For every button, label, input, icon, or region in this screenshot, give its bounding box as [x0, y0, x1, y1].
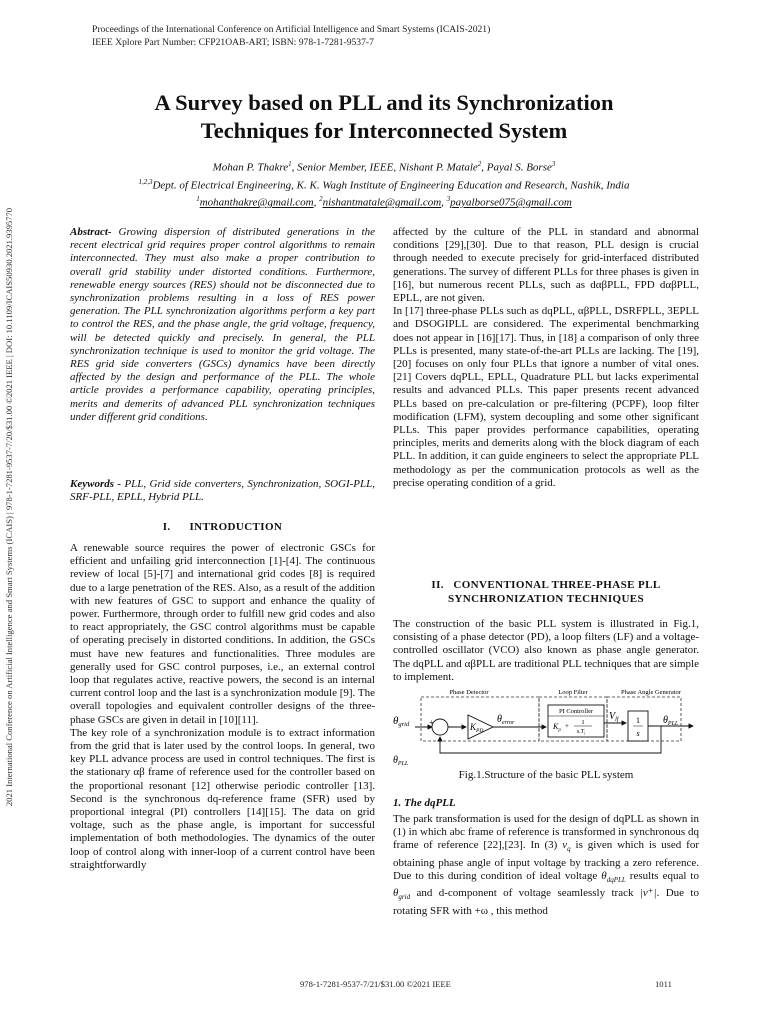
figure-1-caption: Fig.1.Structure of the basic PLL system [458, 769, 634, 781]
title-line-1: A Survey based on PLL and its Synchronization [154, 90, 614, 115]
header-line-1: Proceedings of the International Conference on Artificial Intelligence and Smart Systems (ICAIS-2021) [92, 24, 491, 35]
sum-minus-sign: − [437, 736, 442, 745]
section-2-heading [393, 578, 699, 606]
author-3-sup: 3 [551, 160, 556, 168]
email-3-link[interactable]: payalborse075@gmail.com [450, 196, 572, 209]
pi-plus: + [565, 722, 569, 730]
section-1-paragraph-1: A renewable source requires the power of electronic GSCs for efficient and unfailing grid interconnection [1]-[4]. The continuous review of local [5]-[7] and international grid codes [8] is required due to a large penetration of the RES. Also, as a result of the addition with new features of GSC to support and enhance the quality of power. Furthermore, through order to fulfill new grid codes and also to react appropriately, the GSC control algorithms must be capable of operating precisely in distorted conditions. In addition, the GSCs must have new features and functionalities. Three modules are generally used for GSC control purposes, i.e., an external control loop that regulates active, reactive powers, the second is an internal current control loop and the last is a synchronization module [9]. The overall topologies and equivalent controller designs of the three-phase GSCs are given in detail in [10][11]. [70, 542, 375, 726]
author-1-sup: 1 [288, 160, 292, 168]
subsection-1-title: 1. The dqPLL [393, 797, 456, 809]
section-2-body [393, 618, 699, 684]
pi-kp: $K_p$ [553, 722, 561, 733]
figure-1-pll-diagram [393, 687, 699, 769]
right-paragraph-1: affected by the culture of the PLL in standard and abnormal conditions [29],[30]. Due to that reason, PLL design is crucial through needed to execute precisely for grid-interfaced distributed generations. The survey of different PLLs for three phases is given in [16], but numerous recent PLLs, such as dαβPLL, FPD dαβPLL, EPLL, are not given. [393, 226, 699, 305]
footer-page-number: 1011 [655, 979, 672, 989]
keywords [70, 478, 375, 504]
theta-pll-output-label: $\theta_{PLL}$ [663, 715, 679, 727]
author-emails: $^1$mohanthakre@gmail.com, $^2$nishantmatale@gmail.com, $^3$payalborse075@gmail.com [196, 195, 572, 209]
right-column-intro [393, 226, 699, 490]
author-3: Payal S. Borse [486, 161, 552, 174]
label-phase-detector: Phase Detector [449, 689, 489, 696]
pi-numerator: 1 [581, 719, 585, 726]
theta-grid-label: θgrid [393, 715, 410, 728]
vq-symbol: $v_q$ [562, 839, 571, 854]
author-1: Mohan P. Thakre [212, 161, 289, 174]
author-sep: , [481, 161, 487, 174]
section-2-title-line-2: SYNCHRONIZATION TECHNIQUES [447, 593, 645, 605]
dqpll-text-d: and d-component of voltage seamlessly track [410, 887, 640, 900]
theta-pll-feedback-label: $\theta_{PLL}$ [393, 755, 409, 767]
author-names [70, 157, 698, 175]
abstract-label: Abstract- [70, 226, 112, 238]
author-block [70, 157, 698, 210]
side-citation-strip [2, 172, 16, 842]
section-2-number: II. [431, 579, 444, 591]
email-3-sup: 3 [446, 195, 451, 204]
summing-junction [432, 719, 448, 735]
subsection-1-body [393, 813, 699, 918]
email-2-sup: 2 [319, 195, 323, 204]
theta-grid-symbol: $\theta_{grid}$ [393, 887, 411, 902]
kpd-label: $K_{PD}$ [470, 722, 484, 734]
label-loop-filter: Loop Filter [558, 689, 588, 696]
proceedings-header [92, 24, 490, 49]
affiliation-text: Dept. of Electrical Engineering, K. K. Wagh Institute of Engineering Education and Research, Nashik, India [152, 179, 630, 192]
section-1-body [70, 542, 375, 872]
integrator-numerator: 1 [636, 716, 640, 725]
pi-controller-title: PI Controller [558, 708, 594, 715]
section-1-number: I. [162, 521, 171, 533]
sum-plus-sign: + [429, 718, 434, 727]
footer-copyright: 978-1-7281-9537-7/21/$31.00 ©2021 IEEE [300, 979, 451, 989]
integrator-denominator: s [636, 729, 640, 738]
email-1-sup: 1 [196, 195, 200, 204]
paper-title [70, 89, 698, 144]
author-2: Nishant P. Matale [398, 161, 478, 174]
v-plus-symbol: |v⁺| [639, 887, 657, 900]
author-1-role: , Senior Member, IEEE, [291, 161, 399, 174]
theta-error-label: $\theta_{error}$ [497, 714, 515, 726]
dqpll-text-e: . Due to rotating SFR with +ω , this method [393, 887, 699, 917]
header-line-2: IEEE Xplore Part Number: CFP21OAB-ART; ISBN: 978-1-7281-9537-7 [92, 36, 374, 48]
email-2-link[interactable]: nishantmatale@gmail.com [322, 196, 442, 209]
email-1-link[interactable]: mohanthakre@gmail.com [199, 196, 314, 209]
label-phase-angle-generator: Phase Angle Generator [621, 689, 681, 696]
section-2-title-line-1: CONVENTIONAL THREE-PHASE PLL [453, 579, 661, 591]
abstract-text: Growing dispersion of distributed generations in the recent electrical grid requires proper control algorithms to remain interconnected. They must also make a proper contribution to overall grid stability under distorted conditions. Furthermore, renewable energy sources (RES) should not be disconnected due to synchronization problems resulting in a loss of RES power generation. The PLL synchronization algorithms perform a key part to control the RES, and the phase angle, the grid voltage, frequency, will be detected quickly and precisely. In general, the PLL synchronization technique is used to monitor the grid voltage. The RES grid side converters (GSCs) dynamics have been directly affected by the design and performance of the PLL. The whole article provides a performance capability, operating principles, merits and demerits of advanced PLL synchronization techniques under different grid conditions. [70, 226, 375, 423]
dqpll-text-a: The park transformation is used for the design of dqPLL as shown in (1) in which abc frame of reference is transformed in synchronous dq frame of reference [22],[23]. In (3) [393, 813, 699, 852]
affiliation-sup: 1,2,3 [138, 177, 153, 186]
dqpll-text-b: is given which is used for obtaining phase angle of input voltage by tracking a zero reference. Due to this during condition of ideal voltage [393, 839, 700, 882]
pi-denominator: $s.T_i$ [576, 729, 586, 736]
section-1-title: INTRODUCTION [189, 521, 283, 533]
title-line-2: Techniques for Interconnected System [200, 117, 568, 143]
side-citation-text: 2021 International Conference on Artificial Intelligence and Smart Systems (ICAIS) | 978-1-7281-9537-7/20/$31.00 ©2021 IEEE | DOI: 10.1109/ICAIS50930.2021.9395770 [4, 207, 14, 807]
vlf-label: $V_{lf}$ [609, 711, 619, 723]
section-1-heading [70, 521, 375, 533]
pll-block-diagram [393, 687, 699, 769]
author-2-sup: 2 [477, 160, 482, 168]
section-2-paragraph-1: The construction of the basic PLL system is illustrated in Fig.1, consisting of a phase detector (PD), a loop filters (LF) and a voltage-controlled oscillator (VCO) also known as phase angle generator. The dqPLL and αβPLL are traditional PLL techniques that are simple to implement. [393, 618, 699, 683]
keywords-text: PLL, Grid side converters, Synchronization, SOGI-PLL, SRF-PLL, EPLL, Hybrid PLL. [70, 478, 376, 504]
affiliation [70, 175, 698, 193]
section-1-paragraph-2: The key role of a synchronization module is to extract information from the grid that is later used by the control loops. In general, two key PLL advance process are used in control techniques. The first is the stationary αβ frame of reference used for the controller based on the proportional resonant [12] otherwise periodic controller [13]. Second is the synchronous dq-reference frame (SFR) used by proportional integral (PI) controllers [14][15]. The data on grid voltage, such as the phase angle, is important for successful implementation of both methodologies. The dynamics of the outer loop of control along with inner-loop of a current control have been straightforwardly [70, 726, 375, 871]
theta-dqpll-symbol: $\theta_{dqPLL}$ [601, 870, 626, 885]
keywords-label: Keywords - [70, 478, 122, 490]
abstract [70, 226, 375, 424]
right-paragraph-2: In [17] three-phase PLLs such as dqPLL, αβPLL, DSRFPLL, 3EPLL and DSOGIPLL are considered. The experimental benchmarking does not appear in [16][17]. Thus, in [18] a comparison of only three PLLs is presented, many state-of-the-art PLLs are lacking. The [19],[20] focuses on only four PLLs that ignore a number of vital ones. [21] Covers dqPLL, EPLL, Quadrature PLL but lacks experimental results and advanced PLLs. This paper presents recent advanced PLLs based on pre-calculation or pre-filtering (PCPF), loop filter modification (LFM), system decoupling and some other significant PLLs. This paper provides performance capabilities, operating principles, merits and demerits along with the block diagram of each PLL. In addition, it can guide engineers to select the appropriate PLL methodology as per the communication protocols as well as the precise operating condition of a grid. [393, 305, 699, 489]
dqpll-text-c: results equal to [625, 870, 699, 882]
